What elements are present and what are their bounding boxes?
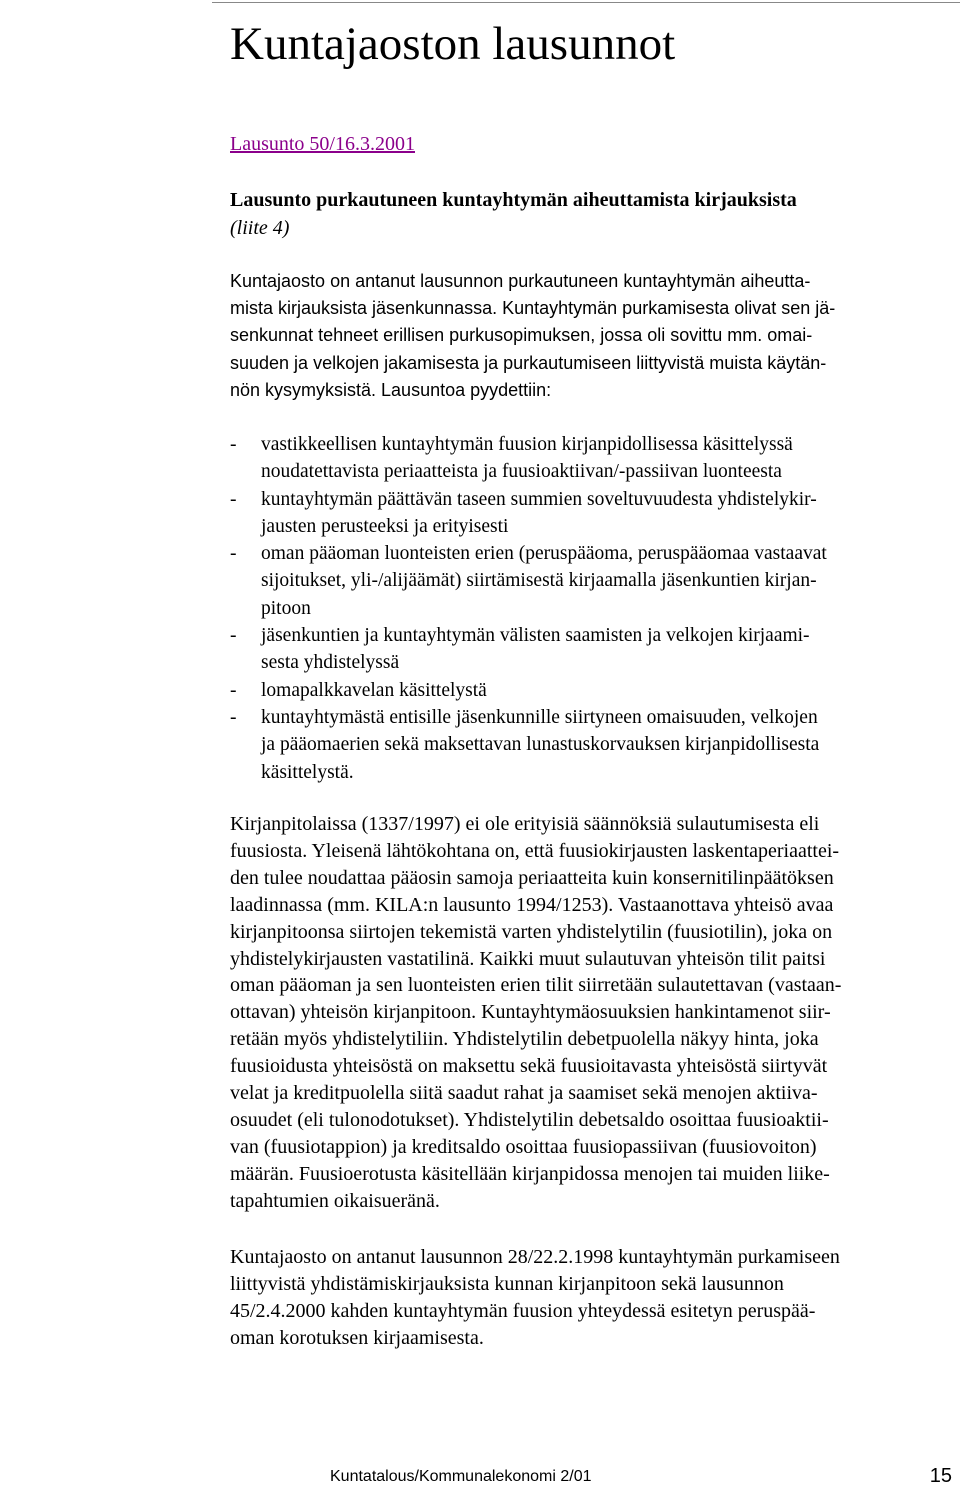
list-item-line: vastikkeellisen kuntayhtymän fuusion kirjanpidollisessa käsittelyssä [261,434,793,455]
appendix-note: (liite 4) [230,217,290,239]
list-item-line: kuntayhtymästä entisille jäsenkunnille siirtyneen omaisuuden, velkojen [261,706,818,728]
paragraph-line: oman pääoman ja sen luonteisten erien tilit siirretään sulautettavan (vastaan- [230,974,842,997]
paragraph-line: Kuntajaosto on antanut lausunnon 28/22.2.1998 kuntayhtymän purkamiseen [230,1246,840,1268]
request-list [230,431,950,786]
list-dash: - [230,679,237,701]
paragraph-line: nön kysymyksistä. Lausuntoa pyydettiin: [230,379,552,400]
list-item [230,704,950,786]
paragraph-line: fuusioidusta yhteisöstä on maksettu sekä fuusioitavasta yhteisöstä siirtyvät [230,1055,828,1078]
list-item [230,677,950,704]
body-paragraph-1 [230,811,950,1215]
list-item-line: lomapalkkavelan käsittelystä [261,679,487,701]
paragraph-line: oman korotuksen kirjaamisesta. [230,1327,484,1349]
list-item-line: jäsenkuntien ja kuntayhtymän välisten saamisten ja velkojen kirjaami- [261,625,810,647]
list-dash: - [230,488,237,510]
paragraph-line: Kirjanpitolaissa (1337/1997) ei ole erityisiä säännöksiä sulautumisesta eli [230,813,820,835]
list-item-line: kuntayhtymän päättävän taseen summien soveltuvuudesta yhdistelykir- [261,488,817,510]
page-title: Kuntajaoston lausunnot [230,18,676,70]
intro-paragraph [230,268,950,404]
statement-title: Lausunto purkautuneen kuntayhtymän aiheuttamista kirjauksista [230,189,797,211]
statement-reference-link[interactable]: Lausunto 50/16.3.2001 [230,133,415,155]
list-dash: - [230,434,237,455]
list-dash: - [230,625,237,647]
list-item [230,486,950,541]
paragraph-line: senkunnat tehneet erillisen purkusopimuksen, jossa oli sovittu mm. omai- [230,325,813,346]
body-paragraph-2 [230,1244,950,1352]
paragraph-line: mista kirjauksista jäsenkunnassa. Kuntayhtymän purkamisesta olivat sen jä- [230,298,836,319]
list-dash: - [230,543,237,565]
paragraph-line: 45/2.4.2000 kahden kuntayhtymän fuusion yhteydessä esitetyn peruspää- [230,1300,816,1322]
list-item-line: sijoitukset, yli-/alijäämät) siirtämisestä kirjaamalla jäsenkuntien kirjan- [261,570,817,592]
paragraph-line: ottavan) yhteisön kirjanpitoon. Kuntayhtymäosuuksien hankintamenot siir- [230,1001,831,1024]
paragraph-line: yhdistelykirjausten vastatilinä. Kaikki muut sulautuvan yhteisön tilit paitsi [230,947,826,970]
list-item [230,622,950,677]
paragraph-line: kirjanpitoonsa siirtojen tekemistä varten yhdistelytilin (fuusiotilin), joka on [230,920,833,943]
paragraph-line: tapahtumien oikaisueränä. [230,1189,440,1212]
list-dash: - [230,706,237,728]
list-item [230,431,950,486]
paragraph-line: liittyvistä yhdistämiskirjauksista kunnan kirjanpitoon sekä lausunnon [230,1273,784,1295]
list-item-line: jausten perusteeksi ja erityisesti [261,515,509,537]
paragraph-line: laadinnassa (mm. KILA:n lausunto 1994/1253). Vastaanottava yhteisö avaa [230,893,834,916]
list-item-line: käsittelystä. [261,761,354,783]
list-item-line: ja pääomaerien sekä maksettavan lunastuskorvauksen kirjanpidollisesta [261,734,820,756]
paragraph-line: osuudet (eli tulonodotukset). Yhdistelytilin debetsaldo osoittaa fuusioaktii- [230,1108,829,1131]
paragraph-line: van (fuusiotappion) ja kreditsaldo osoittaa fuusiopassiivan (fuusiovoiton) [230,1135,817,1158]
page-number: 15 [929,1465,952,1487]
paragraph-line: fuusiosta. Yleisenä lähtökohtana on, että fuusiokirjausten laskentaperiaattei- [230,839,840,862]
paragraph-line: den tulee noudattaa pääosin samoja periaatteita kuin konsernitilinpäätöksen [230,866,834,889]
list-item [230,540,950,622]
list-item-line: noudatettavista periaatteista ja fuusioaktiivan/-passiivan luonteesta [261,461,782,483]
statement-heading [230,186,950,242]
footer-publication: Kuntatalous/Kommunalekonomi 2/01 [330,1468,592,1485]
list-item-line: oman pääoman luonteisten erien (peruspääoma, peruspääomaa vastaavat [261,543,827,565]
paragraph-line: retään myös yhdistelytiliin. Yhdistelytilin debetpuolella näkyy hinta, joka [230,1028,819,1051]
paragraph-line: suuden ja velkojen jakamisesta ja purkautumiseen liittyvistä muista käytän- [230,352,827,373]
paragraph-line: määrän. Fuusioerotusta käsitellään kirjanpidossa menojen tai muiden liike- [230,1162,830,1185]
list-item-line: pitoon [261,597,311,619]
list-item-line: sesta yhdistelyssä [261,652,400,674]
top-rule [212,2,960,3]
paragraph-line: velat ja kreditpuolella siitä saadut rahat ja saamiset sekä menojen aktiiva- [230,1082,818,1105]
paragraph-line: Kuntajaosto on antanut lausunnon purkautuneen kuntayhtymän aiheutta- [230,271,811,291]
